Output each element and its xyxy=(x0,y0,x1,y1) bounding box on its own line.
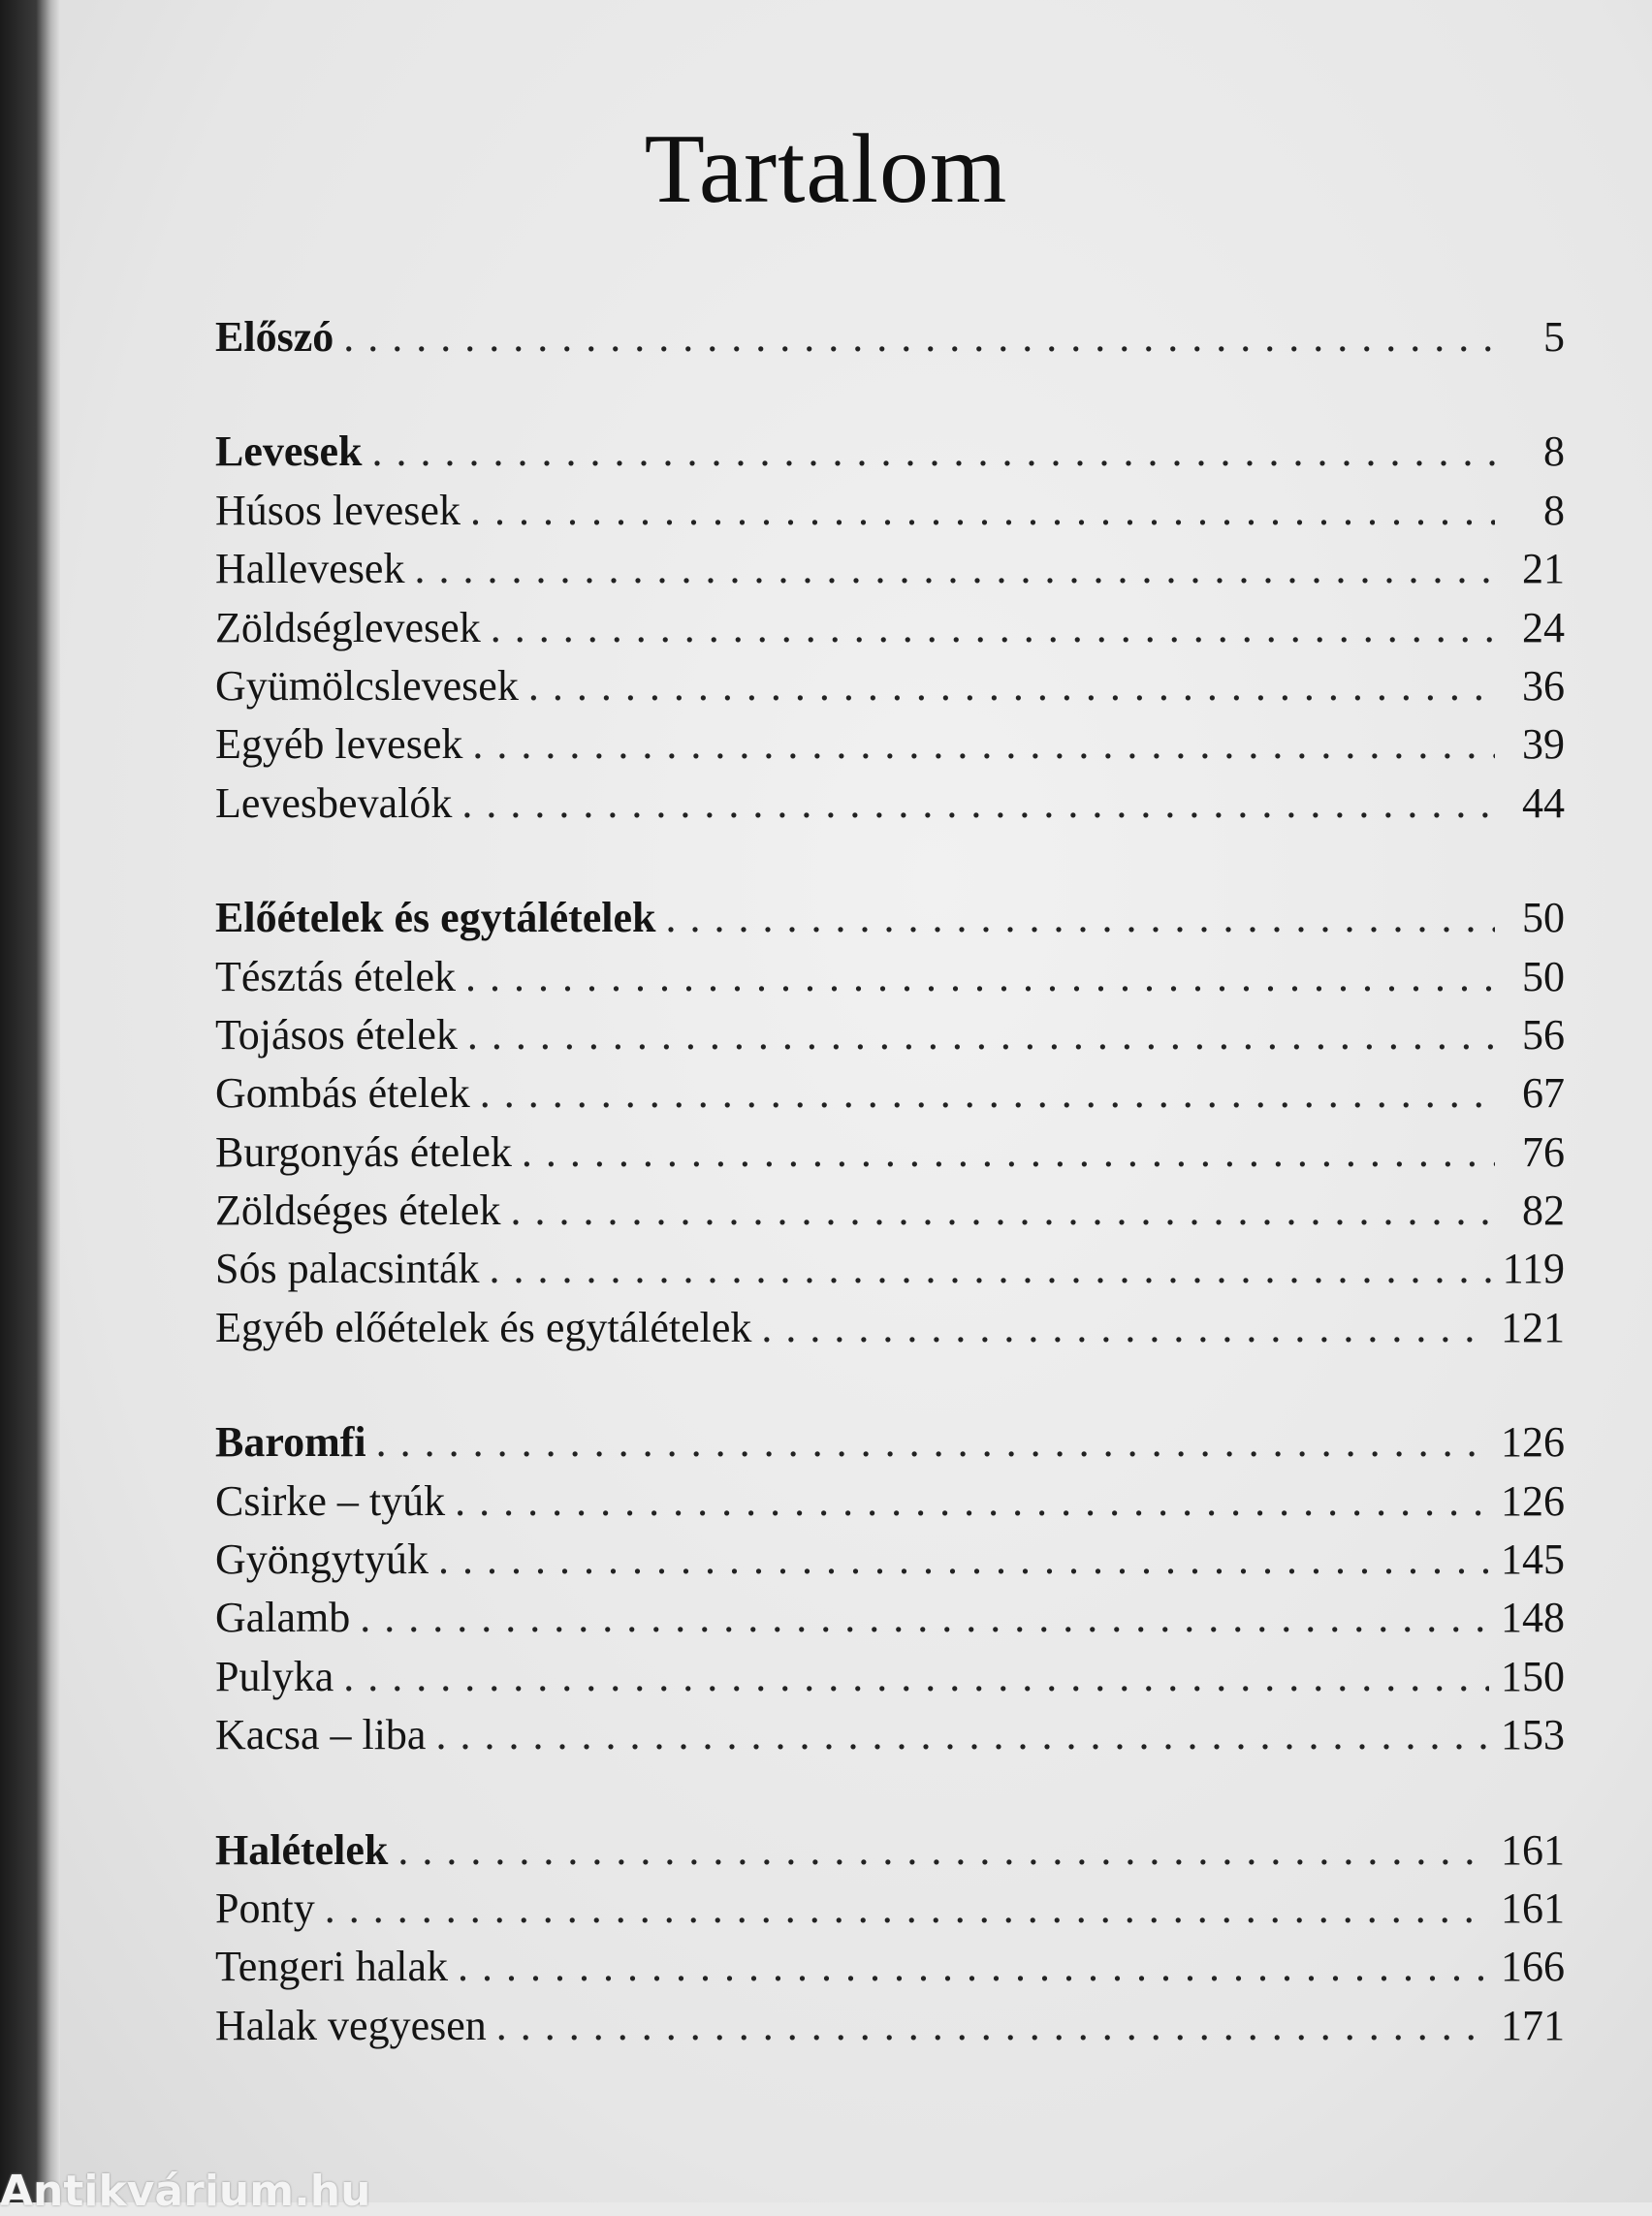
dot-leader xyxy=(522,1124,1495,1182)
toc-entry xyxy=(215,1589,1565,1647)
toc-page-number: 161 xyxy=(1501,1825,1565,1874)
toc-entry-label: Tengeri halak xyxy=(215,1943,449,1991)
toc-entry xyxy=(215,1006,1565,1064)
toc-page-number: 150 xyxy=(1501,1652,1565,1700)
toc-entry-label: Gombás ételek xyxy=(215,1069,470,1118)
toc-page-number: 67 xyxy=(1522,1069,1565,1118)
toc-entry xyxy=(215,1938,1565,1996)
toc-entry-label: Halak vegyesen xyxy=(215,2001,487,2049)
toc-entry xyxy=(215,1531,1565,1589)
toc-entry-label: Baromfi xyxy=(215,1418,366,1467)
toc-entry-label: Kacsa – liba xyxy=(215,1711,427,1759)
dot-leader xyxy=(761,1299,1489,1357)
toc-entry xyxy=(215,482,1565,540)
toc-page-number: 126 xyxy=(1501,1418,1565,1467)
toc-entry-label: Zöldséglevesek xyxy=(215,603,481,651)
dot-leader xyxy=(372,423,1495,481)
toc-section xyxy=(215,889,1565,1357)
toc-page-number: 5 xyxy=(1543,313,1565,361)
toc-entry-label: Húsos levesek xyxy=(215,486,461,534)
toc-section-heading xyxy=(215,308,1565,366)
toc-entry-label: Egyéb előételek és egytálételek xyxy=(215,1303,752,1351)
toc-page-number: 39 xyxy=(1522,720,1565,769)
toc-page-number: 44 xyxy=(1522,778,1565,827)
dot-leader xyxy=(438,1531,1489,1589)
toc-entry-label: Csirke – tyúk xyxy=(215,1476,446,1525)
toc-entry-label: Ponty xyxy=(215,1884,315,1932)
toc-page-number: 126 xyxy=(1501,1476,1565,1525)
toc-entry xyxy=(215,948,1565,1006)
toc-entry xyxy=(215,1240,1565,1298)
page-title: Tartalom xyxy=(644,114,1008,225)
dot-leader xyxy=(528,657,1495,715)
toc-section-heading xyxy=(215,1821,1565,1880)
toc-page-number: 8 xyxy=(1543,486,1565,534)
toc-entry-label: Zöldséges ételek xyxy=(215,1187,501,1235)
dot-leader xyxy=(510,1182,1495,1240)
toc-entry-label: Előételek és egytálételek xyxy=(215,894,656,942)
toc-page-number: 56 xyxy=(1522,1010,1565,1059)
toc-page-number: 161 xyxy=(1501,1884,1565,1932)
toc-page-number: 8 xyxy=(1543,427,1565,476)
toc-section xyxy=(215,423,1565,833)
dot-leader xyxy=(490,1240,1491,1298)
toc-entry xyxy=(215,657,1565,715)
dot-leader xyxy=(458,1938,1489,1996)
toc-page-number: 21 xyxy=(1522,545,1565,593)
toc-page-number: 36 xyxy=(1522,661,1565,710)
toc-entry xyxy=(215,1299,1565,1357)
toc-page-number: 119 xyxy=(1502,1245,1565,1293)
toc-entry xyxy=(215,1880,1565,1938)
toc-section-heading xyxy=(215,423,1565,481)
watermark: Antikvárium.hu xyxy=(0,2167,371,2216)
dot-leader xyxy=(461,775,1495,833)
toc-entry-label: Halételek xyxy=(215,1825,389,1874)
toc-entry-label: Hallevesek xyxy=(215,545,405,593)
toc-entry xyxy=(215,540,1565,598)
book-spine xyxy=(0,0,60,2202)
toc-entry xyxy=(215,1182,1565,1240)
dot-leader xyxy=(397,1821,1489,1880)
dot-leader xyxy=(472,715,1495,774)
dot-leader xyxy=(470,482,1495,540)
dot-leader xyxy=(360,1589,1489,1647)
toc-entry-label: Sós palacsinták xyxy=(215,1245,480,1293)
toc-page-number: 171 xyxy=(1501,2001,1565,2049)
dot-leader xyxy=(467,1006,1495,1064)
toc-entry xyxy=(215,599,1565,657)
toc-section xyxy=(215,1413,1565,1764)
toc-entry-label: Pulyka xyxy=(215,1652,334,1700)
dot-leader xyxy=(666,889,1495,947)
toc-entry xyxy=(215,775,1565,833)
toc-page-number: 50 xyxy=(1522,894,1565,942)
dot-leader xyxy=(435,1706,1489,1764)
toc-page-number: 50 xyxy=(1522,952,1565,1000)
toc-entry-label: Burgonyás ételek xyxy=(215,1127,512,1176)
toc-page-number: 166 xyxy=(1501,1943,1565,1991)
toc-page-number: 24 xyxy=(1522,603,1565,651)
toc-page-number: 153 xyxy=(1501,1711,1565,1759)
toc-section-heading xyxy=(215,1413,1565,1472)
toc-entry xyxy=(215,1124,1565,1182)
dot-leader xyxy=(376,1413,1489,1472)
toc-entry xyxy=(215,1648,1565,1706)
toc-page-number: 76 xyxy=(1522,1127,1565,1176)
toc-entry-label: Levesbevalók xyxy=(215,778,453,827)
dot-leader xyxy=(343,308,1495,366)
dot-leader xyxy=(465,948,1495,1006)
toc-page-number: 148 xyxy=(1501,1594,1565,1642)
dot-leader xyxy=(496,1997,1489,2055)
toc-entry-label: Levesek xyxy=(215,427,363,476)
dot-leader xyxy=(491,599,1495,657)
dot-leader xyxy=(455,1472,1489,1531)
dot-leader xyxy=(414,540,1495,598)
toc-entry xyxy=(215,1064,1565,1123)
toc-entry xyxy=(215,1997,1565,2055)
toc-section xyxy=(215,1821,1565,2056)
toc-page-number: 82 xyxy=(1522,1187,1565,1235)
dot-leader xyxy=(325,1880,1489,1938)
toc-entry-label: Gyöngytyúk xyxy=(215,1535,429,1584)
toc-entry xyxy=(215,715,1565,774)
toc-entry-label: Galamb xyxy=(215,1594,351,1642)
dot-leader xyxy=(343,1648,1489,1706)
toc-entry-label: Gyümölcslevesek xyxy=(215,661,519,710)
toc-section-heading xyxy=(215,889,1565,947)
table-of-contents xyxy=(215,308,1565,2111)
toc-page-number: 145 xyxy=(1501,1535,1565,1584)
toc-entry xyxy=(215,1706,1565,1764)
toc-entry xyxy=(215,1472,1565,1531)
toc-entry-label: Tojásos ételek xyxy=(215,1010,458,1059)
dot-leader xyxy=(480,1064,1495,1123)
toc-entry-label: Előszó xyxy=(215,313,334,361)
toc-entry-label: Egyéb levesek xyxy=(215,720,463,769)
toc-page-number: 121 xyxy=(1501,1303,1565,1351)
toc-section xyxy=(215,308,1565,366)
toc-entry-label: Tésztás ételek xyxy=(215,952,456,1000)
